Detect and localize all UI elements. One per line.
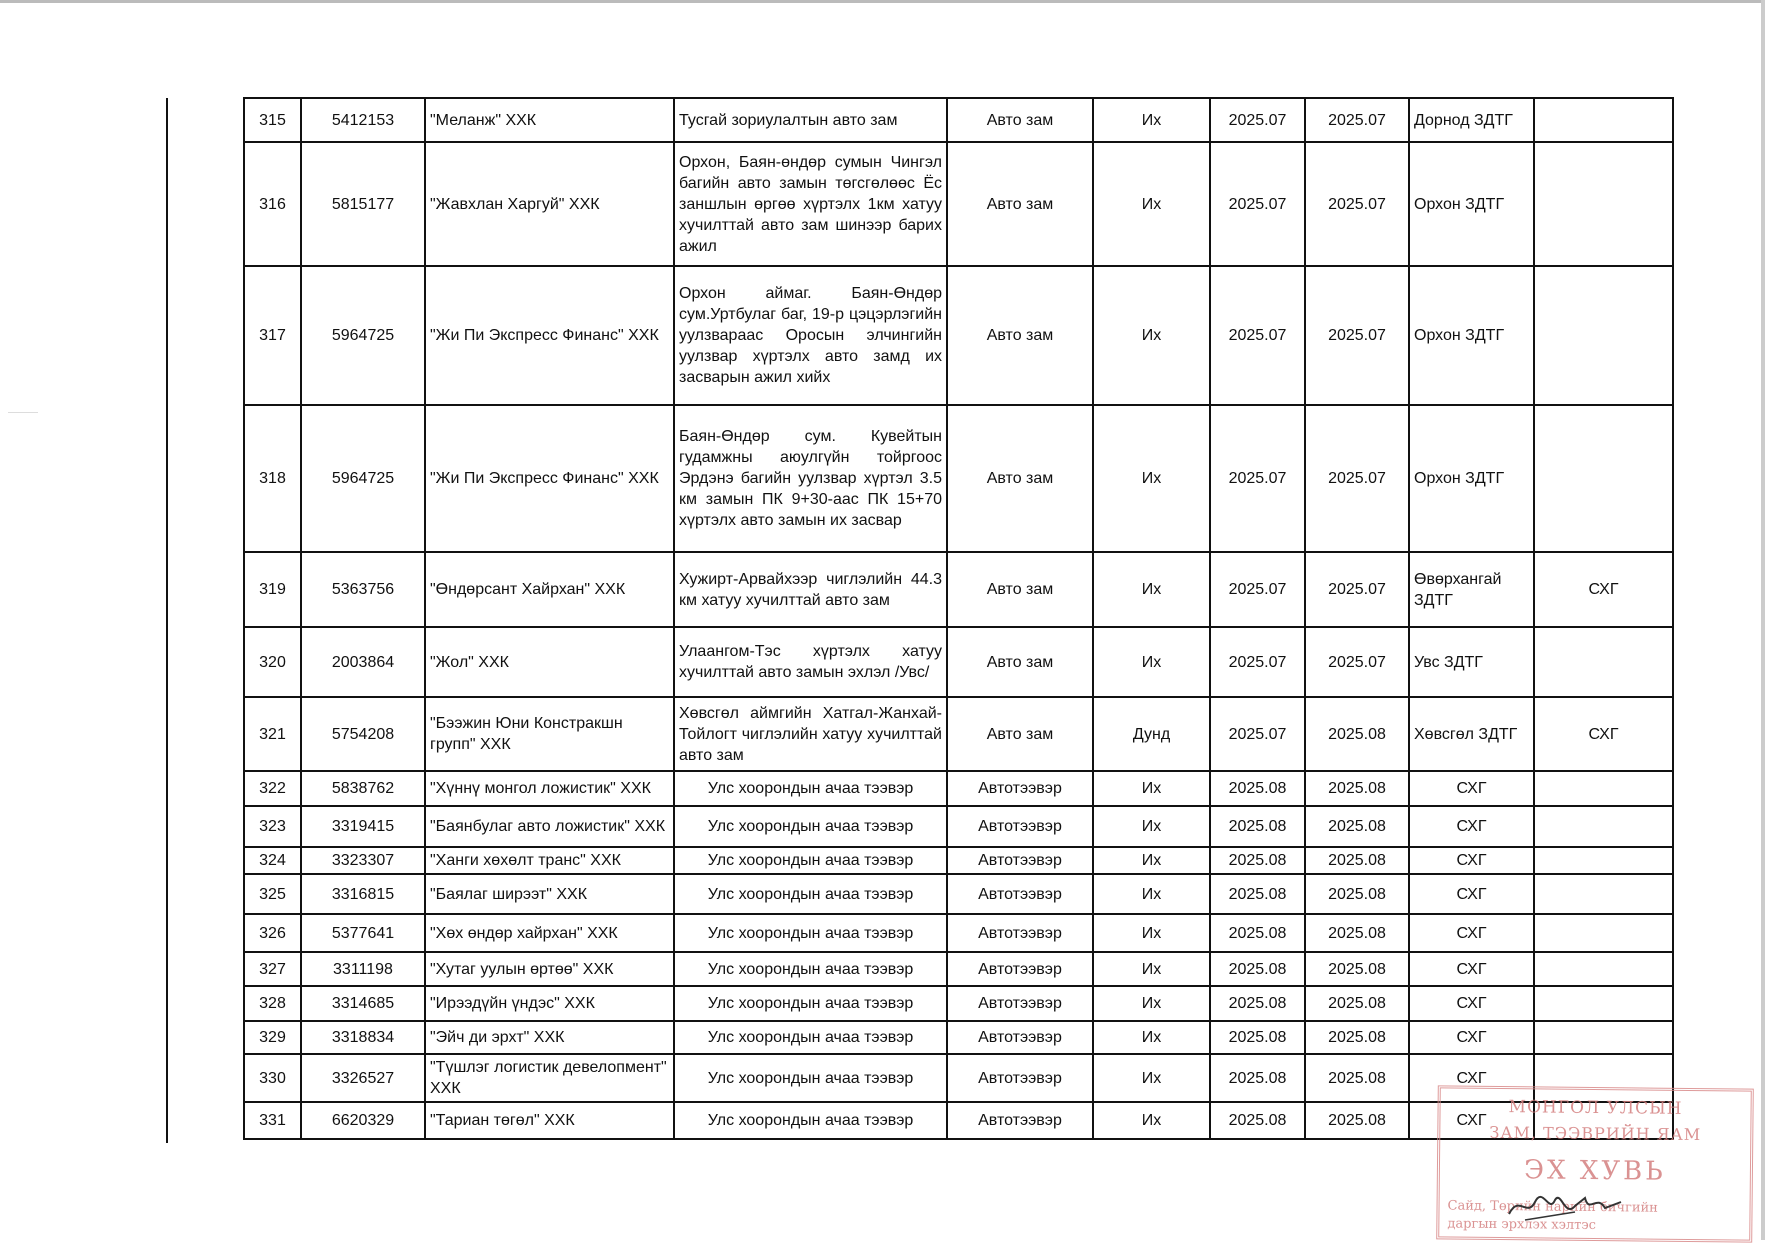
work-description-cell: Улаангом-Тэс хүртэлх хатуу хучилттай авто замын эхлэл /Увс/ (674, 627, 947, 697)
handwritten-signature (1505, 1184, 1625, 1224)
end-date-cell: 2025.07 (1305, 552, 1409, 627)
organization-name-cell: "Эйч ди эрхт" ХХК (425, 1021, 674, 1054)
company-size-cell: Их (1093, 266, 1210, 405)
registry-number-cell: 5377641 (301, 914, 425, 952)
company-size-cell: Их (1093, 1021, 1210, 1054)
binding-margin-line (166, 98, 168, 1143)
organization-name-cell: "Баялаг ширээт" ХХК (425, 874, 674, 914)
start-date-cell: 2025.08 (1210, 1054, 1305, 1102)
work-type-cell: Автотээвэр (947, 1102, 1093, 1139)
work-type-cell: Автотээвэр (947, 1054, 1093, 1102)
work-description-cell: Улс хоорондын ачаа тээвэр (674, 1021, 947, 1054)
end-date-cell: 2025.08 (1305, 806, 1409, 847)
issuing-office-cell: Увс ЗДТГ (1409, 627, 1534, 697)
work-description-cell: Хужирт-Арвайхээр чиглэлийн 44.3 км хатуу хучилттай авто зам (674, 552, 947, 627)
work-description-cell: Тусгай зориулалтын авто зам (674, 98, 947, 142)
table-row (244, 627, 1673, 697)
company-size-cell: Их (1093, 1054, 1210, 1102)
registry-number-cell: 3319415 (301, 806, 425, 847)
scan-top-edge (0, 0, 1765, 3)
table-row (244, 1021, 1673, 1054)
company-size-cell: Их (1093, 552, 1210, 627)
organization-name-cell: "Хутаг уулын өртөө" ХХК (425, 952, 674, 986)
organization-name-cell: "Меланж" ХХК (425, 98, 674, 142)
start-date-cell: 2025.07 (1210, 405, 1305, 552)
issuing-office-cell: СХГ (1409, 1021, 1534, 1054)
work-description-cell: Улс хоорондын ачаа тээвэр (674, 986, 947, 1021)
work-description-cell: Орхон аймаг. Баян-Өндөр сум.Уртбулаг баг, 19-р цэцэрлэгийн уулзвараас Оросын элчингийн уулзвар хүртэлх авто замд их засварын ажил хийх (674, 266, 947, 405)
work-type-cell: Авто зам (947, 627, 1093, 697)
end-date-cell: 2025.08 (1305, 914, 1409, 952)
sxg-mark-cell (1534, 806, 1673, 847)
stamp-line-department: даргын эрхлэх хэлтэс (1447, 1216, 1597, 1234)
row-number-cell: 319 (244, 552, 301, 627)
work-type-cell: Автотээвэр (947, 914, 1093, 952)
sxg-mark-cell: СХГ (1534, 552, 1673, 627)
registry-number-cell: 5838762 (301, 771, 425, 806)
registry-table (243, 97, 1674, 1140)
row-number-cell: 330 (244, 1054, 301, 1102)
company-size-cell: Их (1093, 914, 1210, 952)
start-date-cell: 2025.08 (1210, 847, 1305, 874)
table-row (244, 847, 1673, 874)
organization-name-cell: "Ирээдүйн үндэс" ХХК (425, 986, 674, 1021)
issuing-office-cell: Хөвсгөл ЗДТГ (1409, 697, 1534, 771)
sxg-mark-cell (1534, 1021, 1673, 1054)
start-date-cell: 2025.08 (1210, 771, 1305, 806)
work-type-cell: Автотээвэр (947, 1021, 1093, 1054)
start-date-cell: 2025.08 (1210, 1021, 1305, 1054)
row-number-cell: 320 (244, 627, 301, 697)
work-type-cell: Авто зам (947, 405, 1093, 552)
row-number-cell: 327 (244, 952, 301, 986)
registry-number-cell: 5412153 (301, 98, 425, 142)
issuing-office-cell: СХГ (1409, 914, 1534, 952)
company-size-cell: Их (1093, 405, 1210, 552)
company-size-cell: Их (1093, 98, 1210, 142)
work-type-cell: Авто зам (947, 98, 1093, 142)
company-size-cell: Дунд (1093, 697, 1210, 771)
table-row (244, 697, 1673, 771)
row-number-cell: 321 (244, 697, 301, 771)
row-number-cell: 315 (244, 98, 301, 142)
table-row (244, 142, 1673, 266)
registry-number-cell: 3311198 (301, 952, 425, 986)
organization-name-cell: "Хөх өндөр хайрхан" ХХК (425, 914, 674, 952)
issuing-office-cell: СХГ (1409, 1102, 1534, 1139)
issuing-office-cell: СХГ (1409, 874, 1534, 914)
sxg-mark-cell (1534, 914, 1673, 952)
registry-number-cell: 6620329 (301, 1102, 425, 1139)
registry-number-cell: 3314685 (301, 986, 425, 1021)
registry-number-cell: 3326527 (301, 1054, 425, 1102)
issuing-office-cell: СХГ (1409, 986, 1534, 1021)
row-number-cell: 322 (244, 771, 301, 806)
start-date-cell: 2025.07 (1210, 266, 1305, 405)
issuing-office-cell: Дорнод ЗДТГ (1409, 98, 1534, 142)
end-date-cell: 2025.07 (1305, 98, 1409, 142)
work-type-cell: Автотээвэр (947, 874, 1093, 914)
work-description-cell: Улс хоорондын ачаа тээвэр (674, 874, 947, 914)
start-date-cell: 2025.07 (1210, 627, 1305, 697)
end-date-cell: 2025.07 (1305, 627, 1409, 697)
table-row (244, 266, 1673, 405)
stamp-line-ministry: ЗАМ, ТЭЭВРИЙН ЯАМ (1489, 1122, 1702, 1145)
company-size-cell: Их (1093, 627, 1210, 697)
work-type-cell: Автотээвэр (947, 771, 1093, 806)
registry-number-cell: 3323307 (301, 847, 425, 874)
start-date-cell: 2025.07 (1210, 98, 1305, 142)
issuing-office-cell: СХГ (1409, 952, 1534, 986)
organization-name-cell: "Тариан төгөл" ХХК (425, 1102, 674, 1139)
issuing-office-cell: СХГ (1409, 847, 1534, 874)
company-size-cell: Их (1093, 1102, 1210, 1139)
registry-number-cell: 5815177 (301, 142, 425, 266)
work-type-cell: Автотээвэр (947, 986, 1093, 1021)
work-type-cell: Автотээвэр (947, 806, 1093, 847)
registry-number-cell: 2003864 (301, 627, 425, 697)
start-date-cell: 2025.08 (1210, 806, 1305, 847)
company-size-cell: Их (1093, 142, 1210, 266)
end-date-cell: 2025.08 (1305, 697, 1409, 771)
registry-table-body (244, 98, 1673, 1139)
row-number-cell: 329 (244, 1021, 301, 1054)
organization-name-cell: "Жол" ХХК (425, 627, 674, 697)
organization-name-cell: "Жи Пи Экспресс Финанс" ХХК (425, 405, 674, 552)
stamp-line-country: МОНГОЛ УЛСЫН (1508, 1097, 1683, 1119)
sxg-mark-cell (1534, 771, 1673, 806)
organization-name-cell: "Түшлэг логистик девелопмент" ХХК (425, 1054, 674, 1102)
work-type-cell: Автотээвэр (947, 952, 1093, 986)
end-date-cell: 2025.08 (1305, 874, 1409, 914)
row-number-cell: 328 (244, 986, 301, 1021)
start-date-cell: 2025.07 (1210, 697, 1305, 771)
registry-number-cell: 5754208 (301, 697, 425, 771)
work-description-cell: Улс хоорондын ачаа тээвэр (674, 806, 947, 847)
table-row (244, 952, 1673, 986)
end-date-cell: 2025.08 (1305, 1054, 1409, 1102)
work-description-cell: Хөвсгөл аймгийн Хатгал-Жанхай-Тойлогт чиглэлийн хатуу хучилттай авто зам (674, 697, 947, 771)
company-size-cell: Их (1093, 874, 1210, 914)
organization-name-cell: "Өндөрсант Хайрхан" ХХК (425, 552, 674, 627)
company-size-cell: Их (1093, 771, 1210, 806)
end-date-cell: 2025.07 (1305, 266, 1409, 405)
sxg-mark-cell (1534, 266, 1673, 405)
table-row (244, 806, 1673, 847)
issuing-office-cell: Орхон ЗДТГ (1409, 405, 1534, 552)
row-number-cell: 317 (244, 266, 301, 405)
work-description-cell: Улс хоорондын ачаа тээвэр (674, 847, 947, 874)
sxg-mark-cell (1534, 874, 1673, 914)
work-type-cell: Авто зам (947, 552, 1093, 627)
issuing-office-cell: Өвөрхангай ЗДТГ (1409, 552, 1534, 627)
start-date-cell: 2025.07 (1210, 142, 1305, 266)
sxg-mark-cell (1534, 952, 1673, 986)
end-date-cell: 2025.07 (1305, 405, 1409, 552)
table-row (244, 552, 1673, 627)
company-size-cell: Их (1093, 847, 1210, 874)
sxg-mark-cell (1534, 986, 1673, 1021)
end-date-cell: 2025.08 (1305, 952, 1409, 986)
work-description-cell: Баян-Өндөр сум. Кувейтын гудамжны аюулгүйн тойргоос Эрдэнэ багийн уулзвар хүртэл 3.5 км замын ПК 9+30-аас ПК 15+70 хүртэлх авто замын их засвар (674, 405, 947, 552)
work-type-cell: Авто зам (947, 142, 1093, 266)
sxg-mark-cell (1534, 847, 1673, 874)
work-description-cell: Улс хоорондын ачаа тээвэр (674, 914, 947, 952)
work-description-cell: Улс хоорондын ачаа тээвэр (674, 1054, 947, 1102)
table-row (244, 914, 1673, 952)
end-date-cell: 2025.08 (1305, 986, 1409, 1021)
start-date-cell: 2025.08 (1210, 914, 1305, 952)
row-number-cell: 318 (244, 405, 301, 552)
stamp-line-office: Сайд, Төрийн нарийн бичгийн (1447, 1198, 1658, 1216)
work-description-cell: Улс хоорондын ачаа тээвэр (674, 952, 947, 986)
work-description-cell: Улс хоорондын ачаа тээвэр (674, 1102, 947, 1139)
end-date-cell: 2025.07 (1305, 142, 1409, 266)
row-number-cell: 324 (244, 847, 301, 874)
end-date-cell: 2025.08 (1305, 847, 1409, 874)
company-size-cell: Их (1093, 986, 1210, 1021)
work-type-cell: Автотээвэр (947, 847, 1093, 874)
table-row (244, 405, 1673, 552)
registry-number-cell: 3316815 (301, 874, 425, 914)
table-row (244, 98, 1673, 142)
end-date-cell: 2025.08 (1305, 1102, 1409, 1139)
organization-name-cell: "Жи Пи Экспресс Финанс" ХХК (425, 266, 674, 405)
row-number-cell: 323 (244, 806, 301, 847)
company-size-cell: Их (1093, 806, 1210, 847)
stamp-line-original: ЭХ ХУВЬ (1523, 1155, 1666, 1187)
scan-smudge (8, 412, 38, 413)
scan-right-edge (1761, 0, 1765, 1240)
organization-name-cell: "Хүннү монгол ложистик" ХХК (425, 771, 674, 806)
sxg-mark-cell (1534, 142, 1673, 266)
sxg-mark-cell (1534, 405, 1673, 552)
end-date-cell: 2025.08 (1305, 1021, 1409, 1054)
table-row (244, 771, 1673, 806)
table-row (244, 986, 1673, 1021)
start-date-cell: 2025.08 (1210, 952, 1305, 986)
issuing-office-cell: СХГ (1409, 1054, 1534, 1102)
sxg-mark-cell (1534, 98, 1673, 142)
organization-name-cell: "Ханги хөхөлт транс" ХХК (425, 847, 674, 874)
registry-number-cell: 5964725 (301, 405, 425, 552)
organization-name-cell: "Баянбулаг авто ложистик" ХХК (425, 806, 674, 847)
row-number-cell: 326 (244, 914, 301, 952)
registry-number-cell: 5964725 (301, 266, 425, 405)
start-date-cell: 2025.08 (1210, 874, 1305, 914)
issuing-office-cell: Орхон ЗДТГ (1409, 142, 1534, 266)
start-date-cell: 2025.08 (1210, 986, 1305, 1021)
work-description-cell: Орхон, Баян-өндөр сумын Чингэл багийн авто замын төгсгөлөөс Ёс заншлын өргөө хүртэлх 1км хатуу хучилттай авто зам шинээр барих ажил (674, 142, 947, 266)
organization-name-cell: "Жавхлан Харгуй" ХХК (425, 142, 674, 266)
work-type-cell: Авто зам (947, 266, 1093, 405)
end-date-cell: 2025.08 (1305, 771, 1409, 806)
table-row (244, 874, 1673, 914)
start-date-cell: 2025.08 (1210, 1102, 1305, 1139)
start-date-cell: 2025.07 (1210, 552, 1305, 627)
company-size-cell: Их (1093, 952, 1210, 986)
row-number-cell: 331 (244, 1102, 301, 1139)
work-type-cell: Авто зам (947, 697, 1093, 771)
registry-number-cell: 3318834 (301, 1021, 425, 1054)
row-number-cell: 316 (244, 142, 301, 266)
sxg-mark-cell: СХГ (1534, 697, 1673, 771)
registry-number-cell: 5363756 (301, 552, 425, 627)
row-number-cell: 325 (244, 874, 301, 914)
issuing-office-cell: Орхон ЗДТГ (1409, 266, 1534, 405)
organization-name-cell: "Бээжин Юни Констракшн групп" ХХК (425, 697, 674, 771)
issuing-office-cell: СХГ (1409, 806, 1534, 847)
sxg-mark-cell (1534, 627, 1673, 697)
issuing-office-cell: СХГ (1409, 771, 1534, 806)
work-description-cell: Улс хоорондын ачаа тээвэр (674, 771, 947, 806)
